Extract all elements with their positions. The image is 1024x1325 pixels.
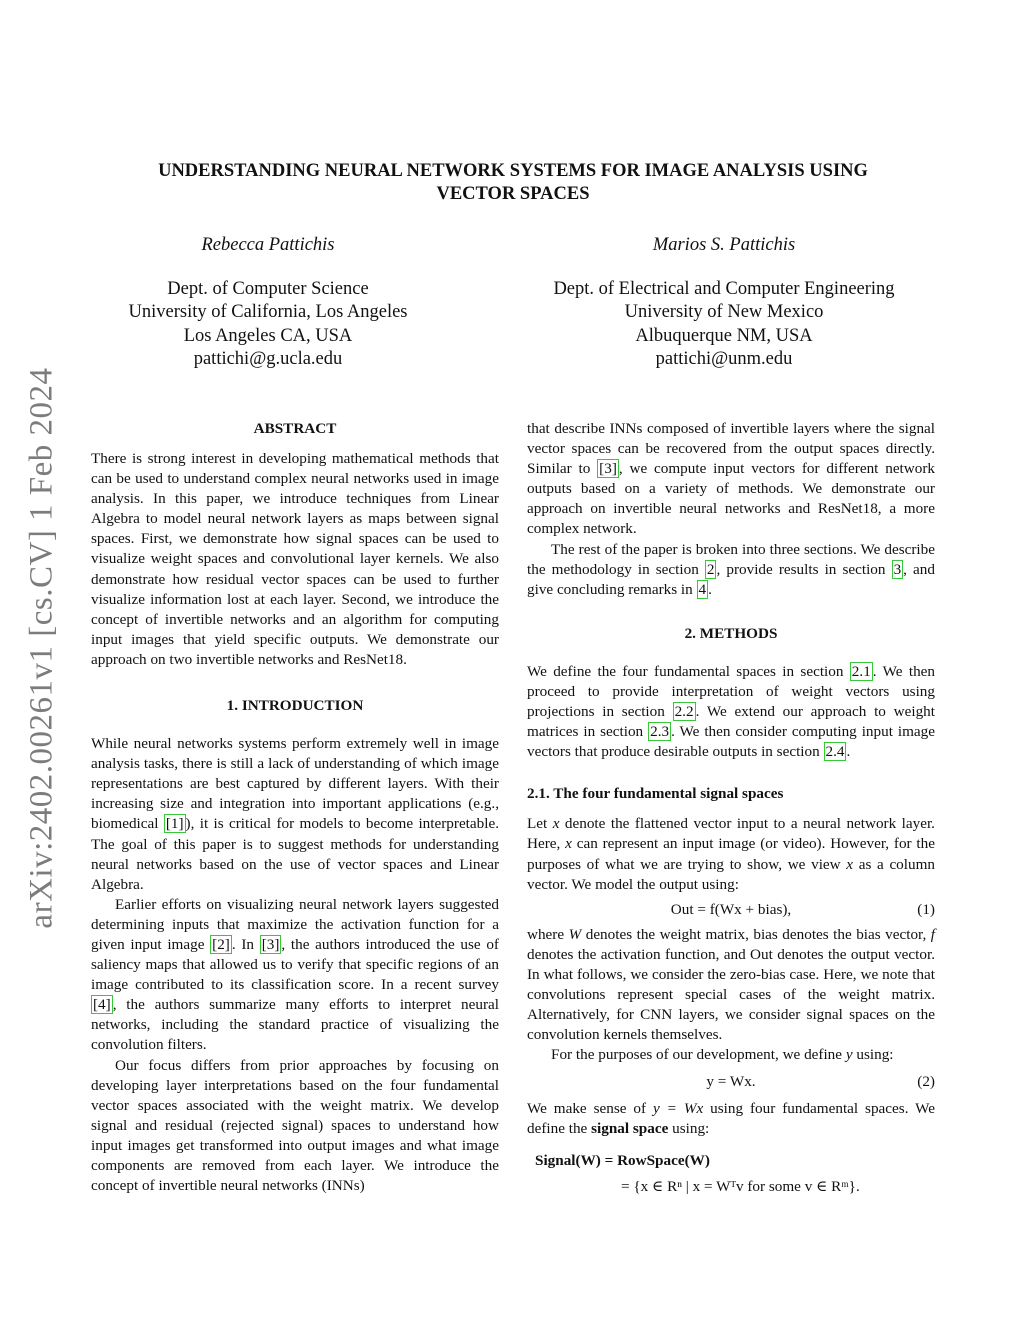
intro-paragraph-4: The rest of the paper is broken into three sections. We describe the methodology in section 2 , provide results in section 3 , and give concluding remarks in 4 . — [527, 540, 935, 598]
equation-body: y = Wx. — [706, 1073, 756, 1091]
author-name: Marios S. Pattichis — [652, 235, 796, 255]
author-university: University of New Mexico — [624, 302, 824, 323]
section-link[interactable]: 2.2 — [674, 703, 694, 721]
equation-line: Signal(W) = RowSpace(W) — [535, 1151, 710, 1169]
section-2-1-paragraph-2: where W denotes the weight matrix, bias denotes the bias vector, f denotes the activation function, and Out denotes the output vector. In what follows, we consider the zero-bias case. Here, we note that convolutions represent special cases of the weight matrix. Alternatively, for CNN layers, we consider signal spaces on the convolution kernels themselves. — [527, 925, 935, 1044]
equation-1 — [527, 899, 935, 921]
citation-link[interactable]: [3] — [261, 935, 280, 953]
equation-number: (2) — [917, 1073, 935, 1091]
section-link[interactable]: 4 — [698, 580, 707, 598]
citation-link[interactable]: [3] — [599, 460, 617, 478]
author-name: Rebecca Pattichis — [201, 235, 335, 255]
section-2-1-paragraph-3: For the purposes of our development, we define y using: — [551, 1046, 894, 1064]
right-column — [527, 419, 935, 1200]
author-location: Albuquerque NM, USA — [635, 325, 813, 346]
author-dept: Dept. of Electrical and Computer Engineering — [553, 279, 895, 299]
section-2-1-paragraph-4: We make sense of y = Wx using four fundamental spaces. We define the signal space using: — [527, 1100, 935, 1138]
citation-link[interactable]: [1] — [165, 815, 184, 833]
introduction-heading: 1. INTRODUCTION — [226, 697, 364, 715]
author-block-1 — [58, 232, 478, 371]
abstract-text: There is strong interest in developing mathematical methods that can be used to understand complex neural networks used in image analysis. In this paper, we introduce techniques from Linear Algebra to model neural network layers as maps between signal spaces. First, we demonstrate how signal spaces can be used to visualize weight spaces and convolutional layer kernels. We also demonstrate how residual vector spaces can be used to further visualize information lost at each layer. Second, we introduce the concept of invertible networks and an algorithm for computing input images that yield specific outputs. We demonstrate our approach on two invertible networks and ResNet18. — [91, 450, 499, 668]
intro-paragraph-2: Earlier efforts on visualizing neural network layers suggested determining inputs that maximize the activation function for a given input image [2] . In [3] , the authors introduced the use of saliency maps that allowed us to verify that specific regions of an image contributed to its classification score. In a recent survey [4] , the authors summarize many efforts to interpret neural networks, including the standard practice of visualizing the convolution filters. — [91, 895, 499, 1054]
intro-paragraph-1: While neural networks systems perform extremely well in image analysis tasks, there is still a lack of understanding of which image representations are best captured by different layers. With their increasing size and integration into important applications (e.g., biomedical [1] ), it is critical for models to become interpretable. The goal of this paper is to suggest methods for understanding neural networks based on the use of vector spaces and Linear Algebra. — [91, 735, 499, 893]
title-line-2: VECTOR SPACES — [436, 184, 590, 204]
section-link[interactable]: 3 — [893, 560, 902, 578]
equation-number: (1) — [917, 900, 935, 918]
subsection-2-1-heading: 2.1. The four fundamental signal spaces — [527, 785, 784, 803]
paper-title — [110, 160, 916, 206]
citation-link[interactable]: [2] — [212, 935, 230, 953]
title-line-1: UNDERSTANDING NEURAL NETWORK SYSTEMS FOR IMAGE ANALYSIS USING — [158, 161, 868, 181]
left-column — [91, 419, 499, 1196]
author-dept: Dept. of Computer Science — [167, 279, 369, 299]
author-university: University of California, Los Angeles — [128, 302, 408, 323]
section-link[interactable]: 2 — [706, 560, 715, 578]
arxiv-identifier: arXiv:2402.00261v1 [cs.CV] 1 Feb 2024 — [23, 367, 60, 929]
equation-2 — [527, 1071, 935, 1093]
author-affiliation — [58, 278, 478, 371]
section-link[interactable]: 2.3 — [650, 723, 670, 741]
intro-paragraph-3: Our focus differs from prior approaches by focusing on developing layer interpretations based on the four fundamental vector spaces associated with the weight matrix. We develop signal and residual (rejected signal) spaces to understand how input images get transformed into output images and what image components are removed from each layer. We introduce the concept of invertible neural networks (INNs) — [91, 1056, 499, 1195]
intro-paragraph-3-continued: that describe INNs composed of invertible layers where the signal vector spaces can be recovered from the output spaces directly. Similar to [3] , we compute input vectors for different network outputs based on a variety of methods. We demonstrate our approach on invertible neural networks and ResNet18, a more complex network. — [527, 420, 935, 538]
citation-link[interactable]: [4] — [93, 996, 111, 1014]
author-block-2 — [514, 232, 934, 371]
section-link[interactable]: 2.1 — [851, 662, 871, 680]
section-link[interactable]: 2.4 — [825, 743, 845, 761]
author-affiliation — [514, 278, 934, 371]
author-email: pattichi@unm.edu — [655, 348, 793, 369]
abstract-heading: ABSTRACT — [253, 420, 337, 437]
methods-heading: 2. METHODS — [684, 624, 778, 642]
author-email: pattichi@g.ucla.edu — [193, 348, 343, 369]
author-location: Los Angeles CA, USA — [183, 325, 353, 346]
section-2-1-paragraph-1: Let x denote the flattened vector input to a neural network layer. Here, x can represent an input image (or video). However, for the purposes of what we are trying to show, we view x as a column vector. We model the output using: — [527, 815, 935, 893]
equation-3 — [527, 1148, 935, 1200]
methods-paragraph-1: We define the four fundamental spaces in section 2.1 . We then proceed to provide interpretation of weight vectors using projections in section 2.2 . We extend our approach to weight matrices in section 2.3 . We then consider computing input image vectors that produce desirable outputs in section 2.4 . — [527, 662, 935, 761]
equation-line: = {x ∈ Rⁿ | x = Wᵀv for some v ∈ Rᵐ}. — [621, 1177, 860, 1195]
equation-body: Out = f(Wx + bias), — [670, 900, 792, 918]
